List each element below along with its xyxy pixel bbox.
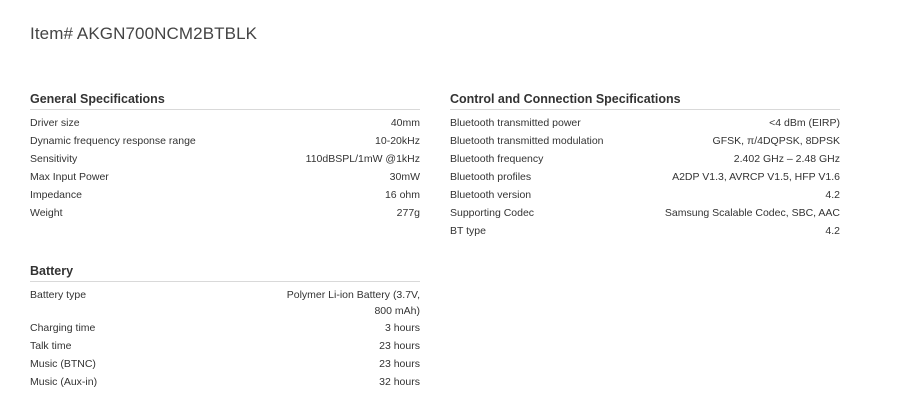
spec-value: 32 hours [379,376,420,388]
spec-row-supporting-codec [450,204,840,222]
spec-label: Charging time [30,322,96,334]
spec-label: Battery type [30,289,87,301]
spec-label: Bluetooth frequency [450,153,544,165]
spec-label: BT type [450,225,486,237]
spec-row-bt-type [450,222,840,240]
spec-row-talk-time [30,337,420,355]
spec-value: 40mm [390,117,420,129]
section-title: Battery [30,264,420,282]
spec-row-frequency-response [30,132,420,150]
section-title: Control and Connection Specifications [450,92,840,110]
general-specifications-section [30,92,420,222]
spec-value: 4.2 [825,225,840,237]
spec-row-sensitivity [30,150,420,168]
spec-label: Bluetooth transmitted modulation [450,135,604,147]
spec-row-bt-profiles [450,168,840,186]
spec-value: Samsung Scalable Codec, SBC, AAC [664,207,840,219]
spec-row-music-aux-in [30,373,420,391]
spec-label: Impedance [30,189,82,201]
spec-value: 277g [396,207,420,219]
spec-label: Bluetooth profiles [450,171,532,183]
spec-label: Bluetooth version [450,189,532,201]
battery-section [30,264,420,391]
spec-row-battery-type [30,286,420,319]
spec-row-impedance [30,186,420,204]
spec-row-music-btnc [30,355,420,373]
spec-row-bt-version [450,186,840,204]
spec-label: Dynamic frequency response range [30,135,196,147]
spec-value: 2.402 GHz – 2.48 GHz [733,153,840,165]
spec-label: Supporting Codec [450,207,535,219]
spec-row-max-input-power [30,168,420,186]
item-number-title: Item# AKGN700NCM2BTBLK [30,24,258,43]
spec-value: 23 hours [379,358,420,370]
spec-label: Max Input Power [30,171,109,183]
spec-value: 110dBSPL/1mW @1kHz [305,153,420,165]
section-title: General Specifications [30,92,420,110]
spec-label: Sensitivity [30,153,78,165]
spec-row-charging-time [30,319,420,337]
spec-row-bt-transmitted-power [450,114,840,132]
spec-value: A2DP V1.3, AVRCP V1.5, HFP V1.6 [672,171,840,183]
spec-value: 10-20kHz [375,135,420,147]
spec-value: 4.2 [825,189,840,201]
control-connection-specifications-section [450,92,840,240]
spec-value: 16 ohm [384,189,420,201]
spec-label: Music (BTNC) [30,358,96,370]
spec-value: GFSK, π/4DQPSK, 8DPSK [712,135,840,147]
spec-row-weight [30,204,420,222]
spec-value: 3 hours [384,322,420,334]
spec-row-driver-size [30,114,420,132]
spec-row-bt-frequency [450,150,840,168]
spec-label: Talk time [30,340,72,352]
spec-value: 30mW [389,171,420,183]
spec-value: Polymer Li-ion Battery (3.7V, 800 mAh) [286,289,420,317]
spec-label: Driver size [30,117,80,129]
spec-label: Bluetooth transmitted power [450,117,581,129]
spec-label: Weight [30,207,63,219]
spec-row-bt-modulation [450,132,840,150]
spec-value: <4 dBm (EIRP) [769,117,840,129]
spec-label: Music (Aux-in) [30,376,98,388]
spec-value: 23 hours [379,340,420,352]
